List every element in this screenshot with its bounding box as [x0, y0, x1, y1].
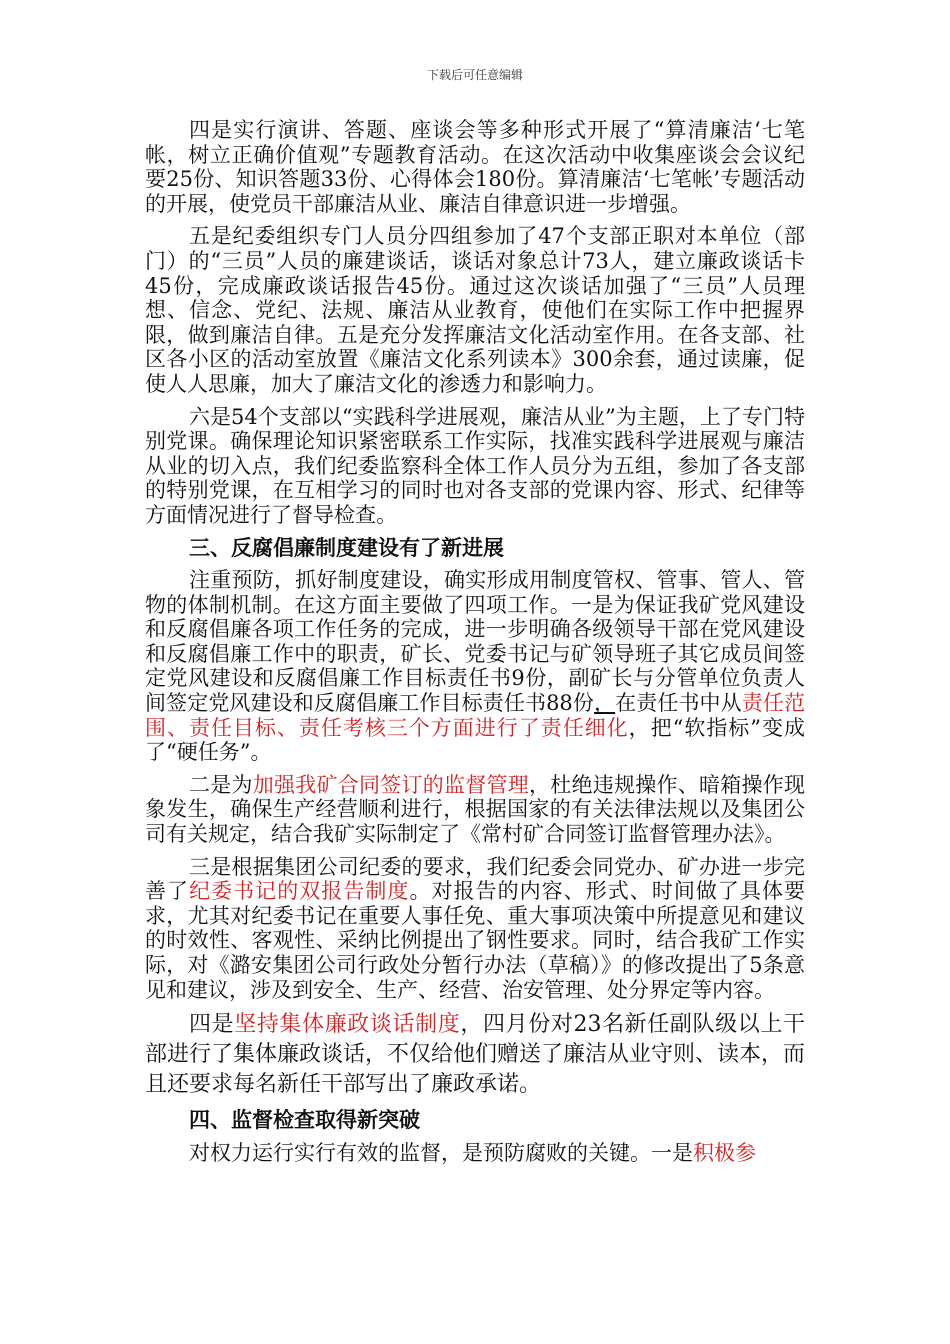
paragraph-contract-management	[145, 773, 805, 847]
paragraph-5-talks: 五是纪委组织专门人员分四组参加了47个支部正职对本单位（部门）的“三员”人员的廉建谈话，谈话对象总计73人，建立廉政谈话卡45份，完成廉政谈话报告45份。通过这次谈话加强了“三员”人员理想、信念、党纪、法规、廉洁从业教育，使他们在实际工作中把握界限，做到廉洁自律。五是充分发挥廉洁文化活动室作用。在各支部、社区各小区的活动室放置《廉洁文化系列读本》300余套，通过读廉，促使人人思廉，加大了廉洁文化的渗透力和影响力。	[145, 224, 805, 396]
text-span: 四是	[189, 1012, 235, 1038]
text-span: 三是根据集团公司纪委的要求，我们纪委会同党办、矿办进一步完善了	[145, 854, 805, 904]
text-span: ，把“软指标”变成了“硬任务”。	[145, 715, 805, 765]
text-span: 。对报告的内容、形式、时间做了具体要求，尤其对纪委书记在重要人事任免、重大事项决策中所提意见和建议的时效性、客观性、采纳比例提出了钢性要求。同时，结合我矿工作实际，对《潞安集团公司行政处分暂行办法（草稿）》的修改提出了5条意见和建议，涉及到安全、生产、经营、治安管理、处分界定等内容。	[145, 879, 806, 1002]
paragraph-4-activity: 四是实行演讲、答题、座谈会等多种形式开展了“算清廉洁‘七笔帐，树立正确价值观”专题教育活动。在这次活动中收集座谈会会议纪要25份、知识答题33份、心得体会180份。算清廉洁‘七笔帐’专题活动的开展，使党员干部廉洁从业、廉洁自律意识进一步增强。	[145, 118, 805, 216]
paragraph-supervision	[145, 1141, 805, 1166]
text-span-underlined: ，	[594, 691, 616, 716]
paragraph-system-building	[145, 568, 805, 765]
document-body	[145, 118, 805, 1165]
highlighted-text: 责任范围、责任目标、责任考核三个方面进行了责任细化	[145, 691, 805, 740]
highlighted-text: 加强我矿合同签订的监督管理	[252, 772, 529, 797]
paragraph-dual-report	[145, 855, 805, 1003]
highlighted-text: 坚持集体廉政谈话制度	[234, 1012, 461, 1038]
paragraph-6-party-lessons: 六是54个支部以“实践科学进展观，廉洁从业”为主题，上了专门特别党课。确保理论知识紧密联系工作实际，找准实践科学进展观与廉洁从业的切入点，我们纪委监察科全体工作人员分为五组，参加了各支部的特别党课，在互相学习的同时也对各支部的党课内容、形式、纪律等方面情况进行了督导检查。	[145, 404, 805, 527]
section-heading-4: 四、监督检查取得新突破	[189, 1108, 420, 1133]
text-span: ，杜绝违规操作、暗箱操作现象发生，确保生产经营顺利进行，根据国家的有关法律法规以及集团公司有关规定，结合我矿实际制定了《常村矿合同签订监督管理办法》。	[145, 772, 805, 847]
section-heading-3: 三、反腐倡廉制度建设有了新进展	[189, 535, 504, 560]
highlighted-text: 积极参	[693, 1140, 756, 1165]
text-span: 二是为	[189, 772, 253, 797]
text-span: 注重预防，抓好制度建设，确实形成用制度管权、管事、管人、管物的体制机制。在这方面主要做了四项工作。一是为保证我矿党风建设和反腐倡廉各项工作任务的完成，进一步明确各级领导干部在党风建设和反腐倡廉工作中的职责，矿长、党委书记与矿领导班子其它成员间签定党风建设和反腐倡廉工作目标责任书9份，副矿长与分管单位负责人间签定党风建设和反腐倡廉工作目标责任书88份	[145, 568, 805, 716]
highlighted-text: 纪委书记的双报告制度	[189, 879, 410, 904]
text-span: 对权力运行实行有效的监督，是预防腐败的关键。一是	[189, 1140, 693, 1165]
page-header: 下载后可任意编辑	[426, 68, 523, 82]
text-span: 在责任书中从	[615, 691, 742, 716]
paragraph-collective-talk	[145, 1010, 805, 1100]
text-span: ，四月份对23名新任副队级以上干部进行了集体廉政谈话，不仅给他们赠送了廉洁从业守则、读本，而且还要求每名新任干部写出了廉政承诺。	[145, 1012, 806, 1098]
